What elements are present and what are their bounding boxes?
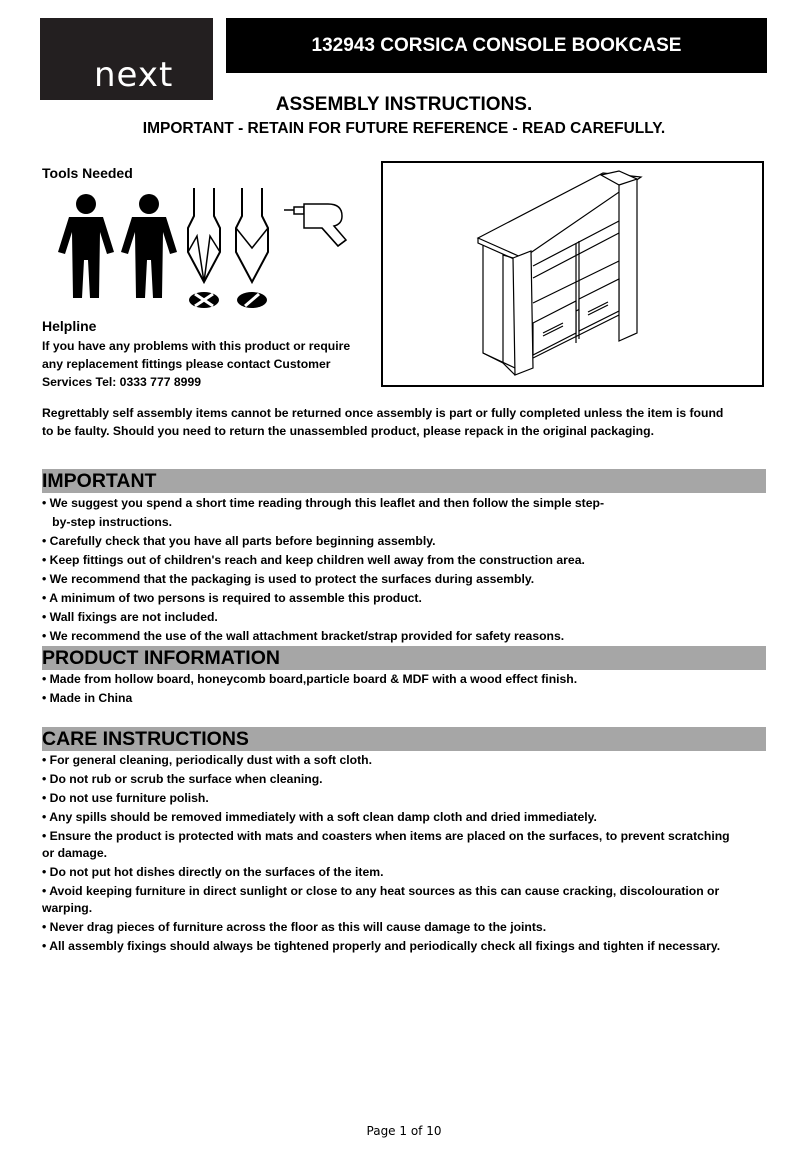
list-item: • Do not rub or scrub the surface when cleaning. xyxy=(42,772,323,786)
list-item: • A minimum of two persons is required to assemble this product. xyxy=(42,591,422,605)
flathead-screwdriver-icon xyxy=(188,188,220,308)
returns-notice xyxy=(42,404,772,440)
list-item: • Do not put hot dishes directly on the surfaces of the item. xyxy=(42,865,384,879)
important-heading: IMPORTANT xyxy=(42,469,766,493)
list-item: • All assembly fixings should always be tightened properly and periodically check all fixings and tighten if necessary. xyxy=(42,939,721,953)
product-information-heading: PRODUCT INFORMATION xyxy=(42,646,766,670)
list-item: • Carefully check that you have all parts before beginning assembly. xyxy=(42,534,436,548)
next-logo xyxy=(40,18,213,100)
logo-text: next xyxy=(94,55,174,95)
phillips-screwdriver-icon xyxy=(236,188,268,308)
page-number: Page 1 of 10 xyxy=(366,1124,442,1138)
list-item: • Wall fixings are not included. xyxy=(42,610,218,624)
helpline-label: Helpline xyxy=(42,318,97,334)
person-icon xyxy=(121,194,177,298)
product-information-list xyxy=(42,670,772,708)
returns-line: Regrettably self assembly items cannot be returned once assembly is part or fully completed unless the item is found xyxy=(42,406,724,420)
person-icon xyxy=(58,194,114,298)
list-item: or damage. xyxy=(42,846,108,860)
page-title: ASSEMBLY INSTRUCTIONS. xyxy=(275,94,533,115)
product-title-bar xyxy=(226,18,767,73)
list-item: • For general cleaning, periodically dust with a soft cloth. xyxy=(42,753,372,767)
list-item: • Avoid keeping furniture in direct sunlight or close to any heat sources as this can cause cracking, discolouration or xyxy=(42,884,720,898)
list-item: • Made from hollow board, honeycomb board,particle board & MDF with a wood effect finish. xyxy=(42,672,578,686)
helpline-line: any replacement fittings please contact Customer xyxy=(42,357,331,371)
tools-needed-label: Tools Needed xyxy=(42,165,133,181)
care-instructions-heading: CARE INSTRUCTIONS xyxy=(42,727,766,751)
product-title: 132943 CORSICA CONSOLE BOOKCASE xyxy=(311,34,682,56)
helpline-line: If you have any problems with this product or require xyxy=(42,339,351,353)
list-item: • Keep fittings out of children's reach and keep children well away from the construction area. xyxy=(42,553,585,567)
list-item: • Do not use furniture polish. xyxy=(42,791,209,805)
tools-illustration xyxy=(52,188,362,313)
care-instructions-list xyxy=(42,751,772,956)
list-item: warping. xyxy=(42,901,93,915)
power-drill-icon xyxy=(284,204,346,246)
list-item: • Any spills should be removed immediately with a soft clean damp cloth and dried immediately. xyxy=(42,810,597,824)
page-subtitle: IMPORTANT - RETAIN FOR FUTURE REFERENCE - READ CAREFULLY. xyxy=(142,120,666,137)
helpline-text xyxy=(42,337,372,391)
important-list xyxy=(42,494,772,646)
list-item: by-step instructions. xyxy=(42,515,173,529)
list-item: • We recommend that the packaging is used to protect the surfaces during assembly. xyxy=(42,572,535,586)
list-item: • Made in China xyxy=(42,691,133,705)
bookcase-illustration xyxy=(383,163,761,384)
list-item: • We recommend the use of the wall attachment bracket/strap provided for safety reasons. xyxy=(42,629,565,643)
returns-line: to be faulty. Should you need to return the unassembled product, please repack in the original packaging. xyxy=(42,424,654,438)
list-item: • We suggest you spend a short time reading through this leaflet and then follow the simple step- xyxy=(42,496,605,510)
helpline-line: Services Tel: 0333 777 8999 xyxy=(42,375,202,389)
list-item: • Ensure the product is protected with mats and coasters when items are placed on the surfaces, to prevent scratching xyxy=(42,829,730,843)
list-item: • Never drag pieces of furniture across the floor as this will cause damage to the joints. xyxy=(42,920,547,934)
product-image-frame xyxy=(381,161,764,387)
